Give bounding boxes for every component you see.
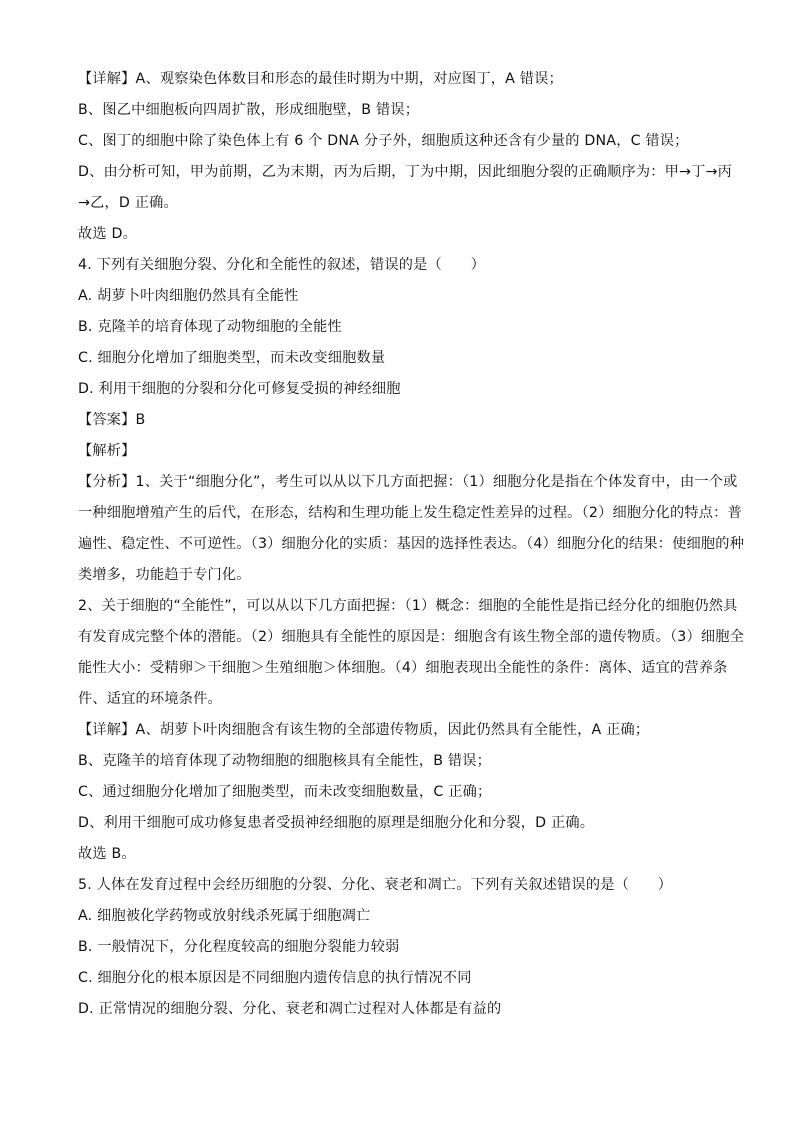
text-line: 件、适宜的环境条件。 xyxy=(78,691,222,707)
option-d: D. 利用干细胞的分裂和分化可修复受损的神经细胞 xyxy=(78,381,401,397)
text-line: B、克隆羊的培育体现了动物细胞的细胞核具有全能性，B 错误； xyxy=(78,753,492,769)
text-line: 一种细胞增殖产生的后代，在形态，结构和生理功能上发生稳定性差异的过程。（2）细胞分化的特点：普 xyxy=(78,505,742,521)
text-line: C、通过细胞分化增加了细胞类型，而未改变细胞数量，C 正确； xyxy=(78,784,492,800)
text-line: →乙，D 正确。 xyxy=(78,195,178,211)
text-line: 故选 D。 xyxy=(78,226,137,242)
text-line: 【详解】A、观察染色体数目和形态的最佳时期为中期，对应图丁，A 错误； xyxy=(78,71,563,87)
option-b: B. 克隆羊的培育体现了动物细胞的全能性 xyxy=(78,319,342,335)
text-line: 能性大小：受精卵＞干细胞＞生殖细胞＞体细胞。（4）细胞表现出全能性的条件：离体、适宜的营养条 xyxy=(78,660,728,676)
option-b: B. 一般情况下，分化程度较高的细胞分裂能力较弱 xyxy=(78,939,400,955)
analysis-heading: 【解析】 xyxy=(78,443,136,459)
answer-line: 【答案】B xyxy=(78,412,146,428)
text-line: B、图乙中细胞板向四周扩散，形成细胞壁，B 错误； xyxy=(78,102,420,118)
option-c: C. 细胞分化增加了细胞类型，而未改变细胞数量 xyxy=(78,350,386,366)
text-line: C、图丁的细胞中除了染色体上有 6 个 DNA 分子外，细胞质这种还含有少量的 DNA，C 错误； xyxy=(78,133,689,149)
option-d: D. 正常情况的细胞分裂、分化、衰老和凋亡过程对人体都是有益的 xyxy=(78,1001,502,1017)
text-line: 遍性、稳定性、不可逆性。（3）细胞分化的实质：基因的选择性表达。（4）细胞分化的结果：使细胞的种 xyxy=(78,536,745,552)
text-line: 有发育成完整个体的潜能。（2）细胞具有全能性的原因是：细胞含有该生物全部的遗传物质。（3）细胞全 xyxy=(78,629,745,645)
question-4-stem: 4. 下列有关细胞分裂、分化和全能性的叙述，错误的是（ ） xyxy=(78,257,486,273)
text-line: D、利用干细胞可成功修复患者受损神经细胞的原理是细胞分化和分裂，D 正确。 xyxy=(78,815,595,831)
text-line: 【分析】1、关于“细胞分化”，考生可以从以下几方面把握：（1）细胞分化是指在个体发育中，由一个或 xyxy=(78,474,738,490)
text-line: 2、关于细胞的“全能性”，可以从以下几方面把握：（1）概念：细胞的全能性是指已经分化的细胞仍然具 xyxy=(78,598,738,614)
text-line: 【详解】A、胡萝卜叶肉细胞含有该生物的全部遗传物质，因此仍然具有全能性，A 正确； xyxy=(78,722,650,738)
option-a: A. 细胞被化学药物或放射线杀死属于细胞凋亡 xyxy=(78,908,371,924)
option-a: A. 胡萝卜叶肉细胞仍然具有全能性 xyxy=(78,288,299,304)
text-line: 类增多，功能趋于专门化。 xyxy=(78,567,251,583)
text-line: 故选 B。 xyxy=(78,846,136,862)
option-c: C. 细胞分化的根本原因是不同细胞内遗传信息的执行情况不同 xyxy=(78,970,472,986)
text-line: D、由分析可知，甲为前期，乙为末期，丙为后期，丁为中期，因此细胞分裂的正确顺序为：甲→丁→丙 xyxy=(78,164,732,180)
question-5-stem: 5. 人体在发育过程中会经历细胞的分裂、分化、衰老和凋亡。下列有关叙述错误的是（ ） xyxy=(78,877,673,893)
